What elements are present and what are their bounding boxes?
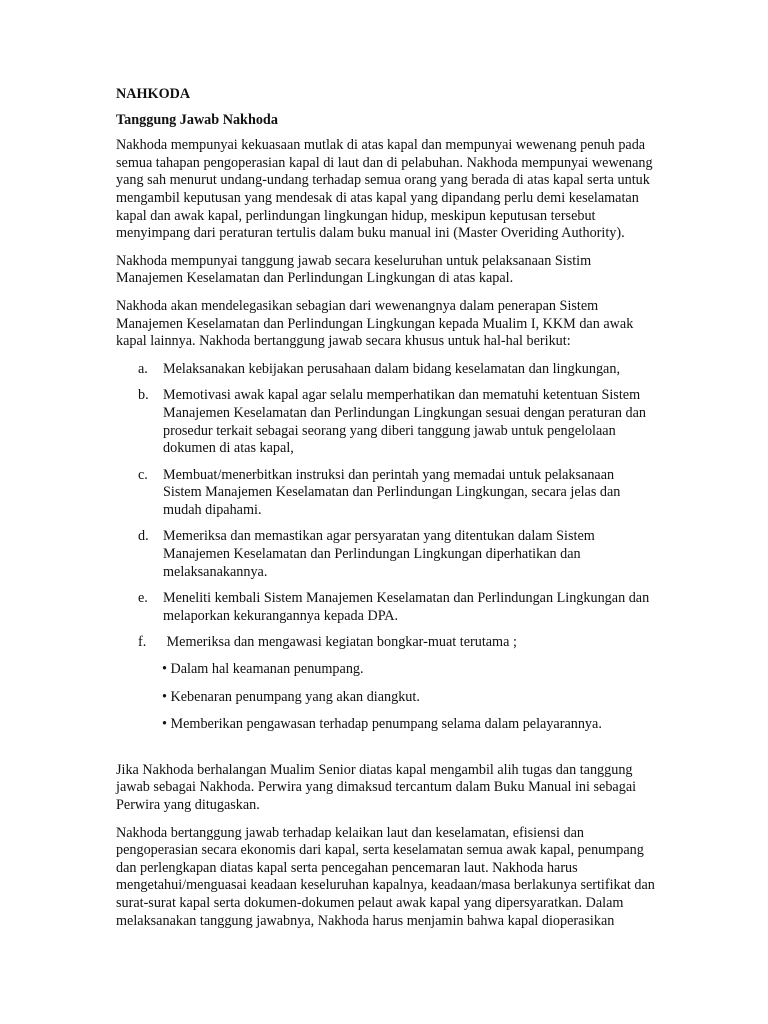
list-item (116, 590, 656, 625)
paragraph-substitute: Jika Nakhoda berhalangan Mualim Senior diatas kapal mengambil alih tugas dan tanggung jawab sebagai Nakhoda. Perwira yang dimaksud tercantum dalam Buku Manual ini sebagai Perwira yang ditugaskan. (116, 761, 637, 813)
list-marker: f. (138, 634, 147, 651)
list-item-text: Meneliti kembali Sistem Manajemen Keselamatan dan Perlindungan Lingkungan dan melaporkan kekurangannya kepada DPA. (163, 590, 650, 624)
list-item (116, 361, 656, 379)
list-item (116, 467, 656, 520)
document-title: NAHKODA (116, 86, 191, 102)
list-item-text: Melaksanakan kebijakan perusahaan dalam bidang keselamatan dan lingkungan, (163, 360, 620, 377)
list-item-text: Memotivasi awak kapal agar selalu memperhatikan dan mematuhi ketentuan Sistem Manajemen Keselamatan dan Perlindungan Lingkungan sesuai dengan peraturan dan prosedur terkait sebagai seorang yang diberi tanggung jawab untuk pengelolaan dokumen di atas kapal, (163, 387, 646, 457)
list-item (116, 387, 656, 457)
list-marker: b. (138, 387, 149, 404)
list-marker: d. (138, 528, 149, 545)
list-item-text: Membuat/menerbitkan instruksi dan perintah yang memadai untuk pelaksanaan Sistem Manajemen Keselamatan dan Perlindungan Lingkungan, secara jelas dan mudah dipahami. (163, 466, 621, 518)
sub-bullet-list (116, 661, 656, 734)
list-item-text: Memeriksa dan mengawasi kegiatan bongkar-muat terutama ; (163, 634, 517, 651)
list-item (116, 528, 656, 581)
list-marker: c. (138, 466, 148, 483)
sub-bullet-item: • Dalam hal keamanan penumpang. (162, 661, 364, 678)
paragraph-delegation: Nakhoda akan mendelegasikan sebagian dari wewenangnya dalam penerapan Sistem Manajemen Keselamatan dan Perlindungan Lingkungan kepada Mualim I, KKM dan awak kapal lainnya. Nakhoda bertanggung jawab secara khusus untuk hal-hal berikut: (116, 297, 634, 350)
document-page (116, 86, 656, 940)
list-item-text: Memeriksa dan memastikan agar persyaratan yang ditentukan dalam Sistem Manajemen Keselamatan dan Perlindungan Lingkungan diperhatikan dan melaksanakannya. (163, 528, 595, 580)
sub-bullet-item: • Kebenaran penumpang yang akan diangkut. (162, 688, 420, 705)
section-heading: Tanggung Jawab Nakhoda (116, 111, 278, 128)
list-item (116, 634, 656, 652)
list-marker: e. (138, 590, 148, 607)
section-spacer (116, 744, 656, 762)
paragraph-seaworthiness: Nakhoda bertanggung jawab terhadap kelaikan laut dan keselamatan, efisiensi dan pengoperasian secara ekonomis dari kapal, serta keselamatan semua awak kapal, penumpang dan perlengkapan diatas kapal serta pencegahan pencemaran laut. Nakhoda harus mengetahui/menguasai keadaan keseluruhan kapalnya, keadaan/masa berlakunya sertifikat dan surat-surat kapal serta dokumen-dokumen pelaut awak kapal yang dipersyaratkan. Dalam melaksanakan tanggung jawabnya, Nakhoda harus menjamin bahwa kapal dioperasikan (116, 824, 655, 929)
responsibility-list (116, 361, 656, 652)
paragraph-authority: Nakhoda mempunyai kekuasaan mutlak di atas kapal dan mempunyai wewenang penuh pada semua tahapan pengoperasian kapal di laut dan di pelabuhan. Nakhoda mempunyai wewenang yang sah menurut undang-undang terhadap semua orang yang berada di atas kapal serta untuk mengambil keputusan yang mendesak di atas kapal yang dipandang perlu demi keselamatan kapal dan awak kapal, perlindungan lingkungan hidup, meskipun keputusan tersebut menyimpang dari peraturan tertulis dalam buku manual ini (Master Overiding Authority). (116, 137, 653, 242)
list-marker: a. (138, 360, 148, 377)
paragraph-overall-responsibility: Nakhoda mempunyai tanggung jawab secara keseluruhan untuk pelaksanaan Sistim Manajemen Keselamatan dan Perlindungan Lingkungan di atas kapal. (116, 252, 592, 287)
sub-bullet-item: • Memberikan pengawasan terhadap penumpang selama dalam pelayarannya. (162, 716, 602, 733)
